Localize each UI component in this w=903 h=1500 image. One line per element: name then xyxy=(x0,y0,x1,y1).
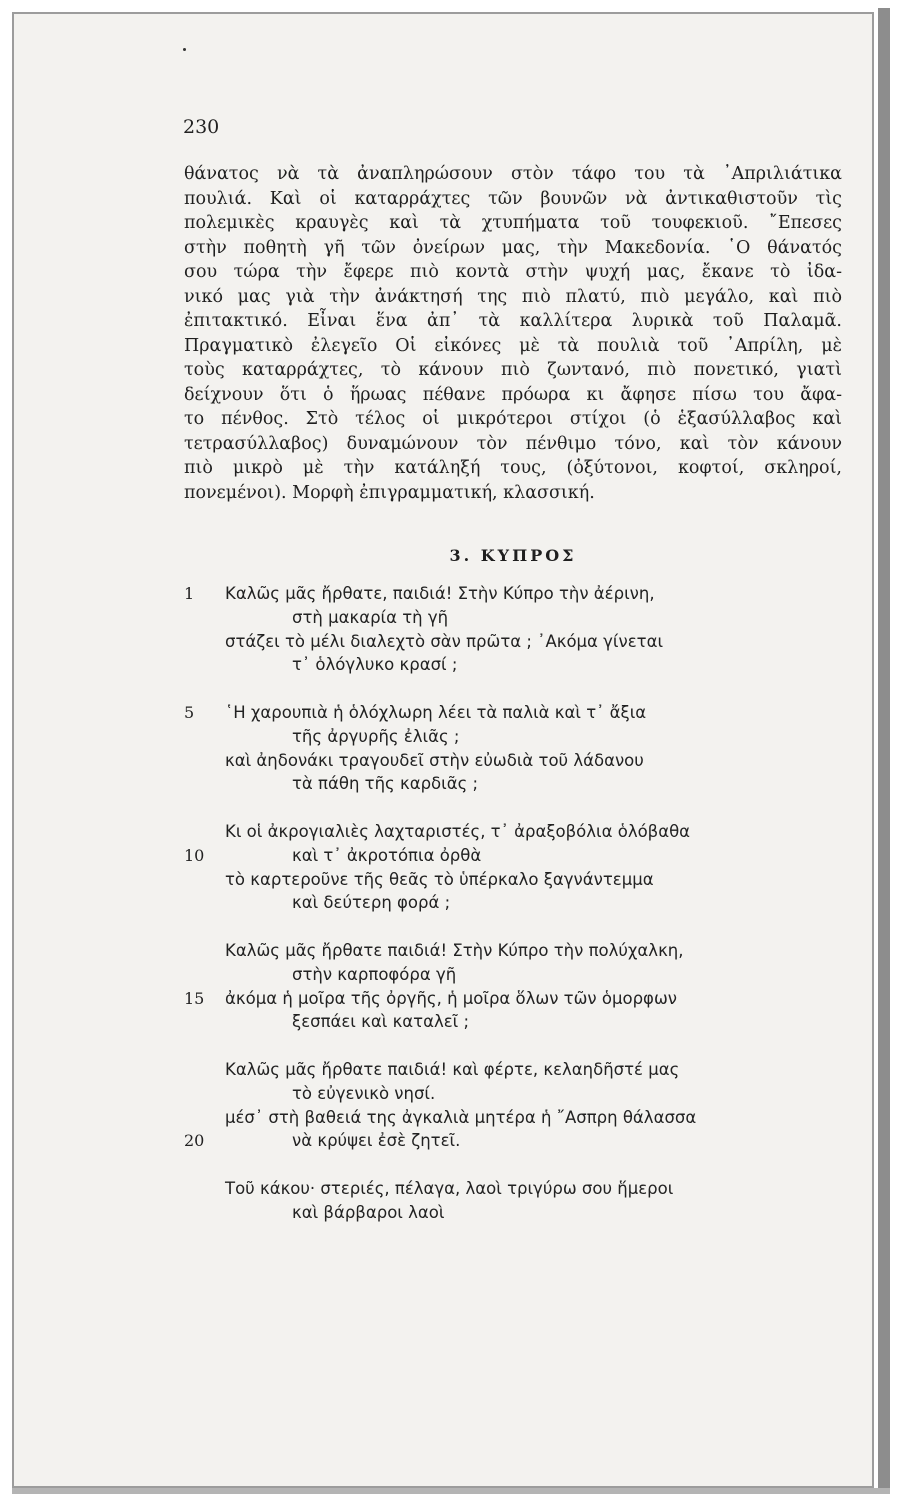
verse-text: καὶ ἀηδονάκι τραγουδεῖ στὴν εὐωδιὰ τοῦ λάδανου xyxy=(225,750,644,770)
poem-line xyxy=(184,701,842,725)
prose-line: σου τώρα τὴν ἔφερε πιὸ κοντὰ στὴν ψυχή μας, ἔκανε τὸ ἰδα- xyxy=(184,262,842,282)
stanza-break xyxy=(184,677,842,701)
verse-text: Καλῶς μᾶς ἤρθατε, παιδιά! Στὴν Κύπρο τὴν ἀέρινη, xyxy=(225,584,655,603)
poem-line xyxy=(184,1058,842,1082)
prose-line: νικό μας γιὰ τὴν ἀνάκτησή της πιὸ πλατύ, πιὸ μεγάλο, καὶ πιὸ xyxy=(184,286,842,307)
poem-line xyxy=(184,749,842,773)
verse-text: τ᾿ ὁλόγλυκο κρασί ; xyxy=(292,655,458,675)
verse-text: καὶ τ᾿ ἀκροτόπια ὀρθὰ xyxy=(292,845,482,865)
stanza-break xyxy=(184,796,842,820)
verse-text: τῆς ἀργυρῆς ἐλιᾶς ; xyxy=(292,726,460,746)
verse-text: καὶ δεύτερη φορά ; xyxy=(292,893,451,913)
verse-text: μέσ᾿ στὴ βαθειά της ἀγκαλιὰ μητέρα ἡ ῎Ασπρη θάλασσα xyxy=(225,1107,697,1127)
commentary-paragraph xyxy=(184,162,842,505)
section-heading: 3. ΚΥΠΡΟΣ xyxy=(449,546,577,565)
verse-text: στὴν καρποφόρα γῆ xyxy=(292,964,457,984)
prose-line: θάνατος νὰ τὰ ἀναπληρώσουν στὸν τάφο του τὰ ᾿Απριλιάτικα xyxy=(184,164,842,184)
poem-line xyxy=(184,725,842,749)
prose-line: τοὺς καταρράχτες, τὸ κάνουν πιὸ ζωντανό, πιὸ πονετικό, γιατὶ xyxy=(184,360,842,380)
poem-line xyxy=(184,1010,842,1034)
verse-text: Καλῶς μᾶς ἤρθατε παιδιά! καὶ φέρτε, κελαηδῆστέ μας xyxy=(225,1059,680,1079)
prose-line: το πένθος. Στὸ τέλος οἱ μικρότεροι στίχοι (ὁ ἑξασύλλαβος καὶ xyxy=(184,409,842,429)
prose-line: δείχνουν ὅτι ὁ ἥρωας πέθανε πρόωρα κι ἄφησε πίσω του ἄφα- xyxy=(184,384,842,405)
stanza-break xyxy=(184,1153,842,1177)
stanza-break xyxy=(184,915,842,939)
poem-line xyxy=(184,963,842,987)
poem-line xyxy=(184,987,842,1011)
verse-text: ξεσπάει καὶ καταλεῖ ; xyxy=(292,1012,470,1032)
prose-line: πιὸ μικρὸ μὲ τὴν κατάληξή τους, (ὀξύτονοι, κοφτοί, σκληροί, xyxy=(184,458,842,478)
page-number: 230 xyxy=(183,116,220,138)
line-number: 5 xyxy=(184,702,195,722)
prose-line: πολεμικὲς κραυγὲς καὶ τὰ χτυπήματα τοῦ τουφεκιοῦ. ῎Επεσες xyxy=(184,213,842,233)
poem-line xyxy=(184,653,842,677)
verse-text: στάζει τὸ μέλι διαλεχτὸ σὰν πρῶτα ; ᾿Ακόμα γίνεται xyxy=(225,631,664,651)
page-bottom-edge xyxy=(12,1488,890,1494)
verse-text: ῾Η χαρουπιὰ ἡ ὁλόχλωρη λέει τὰ παλιὰ καὶ τ᾿ ἄξια xyxy=(225,702,647,722)
prose-line: πουλιά. Καὶ οἱ καταρράχτες τῶν βουνῶν νὰ ἀντικαθιστοῦν τὶς xyxy=(184,188,842,209)
poem-line xyxy=(184,1201,842,1225)
poem-line xyxy=(184,820,842,844)
verse-text: νὰ κρύψει ἐσὲ ζητεῖ. xyxy=(292,1131,461,1151)
line-number: 10 xyxy=(184,845,205,865)
poem-line xyxy=(184,1106,842,1130)
poem-line xyxy=(184,939,842,963)
verse-text: τὰ πάθη τῆς καρδιᾶς ; xyxy=(292,774,479,794)
poem-line xyxy=(184,606,842,630)
verse-text: στὴ μακαρία τὴ γῆ xyxy=(292,607,449,627)
verse-text: Τοῦ κάκου· στεριές, πέλαγα, λαοὶ τριγύρω σου ἥμεροι xyxy=(225,1178,674,1198)
line-number: 1 xyxy=(184,584,195,603)
poem-line xyxy=(184,868,842,892)
page-edge-shadow xyxy=(878,8,890,1492)
poem-line xyxy=(184,844,842,868)
poem xyxy=(184,582,842,1225)
prose-line: τετρασύλλαβος) δυναμώνουν τὸν πένθιμο τόνο, καὶ τὸν κάνουν xyxy=(184,433,842,454)
stanza-break xyxy=(184,1034,842,1058)
poem-line xyxy=(184,772,842,796)
prose-line: στὴν ποθητὴ γῆ τῶν ὀνείρων μας, τὴν Μακεδονία. ῾Ο θάνατός xyxy=(184,237,842,258)
line-number: 20 xyxy=(184,1131,205,1151)
verse-text: Κι οἱ ἀκρογιαλιὲς λαχταριστές, τ᾿ ἀραξοβόλια ὁλόβαθα xyxy=(225,821,691,841)
verse-text: τὸ καρτεροῦνε τῆς θεᾶς τὸ ὑπέρκαλο ξαγνάντεμμα xyxy=(225,869,654,889)
prose-line: πονεμένοι). Μορφὴ ἐπιγραμματική, κλασσική. xyxy=(184,482,595,503)
poem-line xyxy=(184,1177,842,1201)
verse-text: καὶ βάρβαροι λαοὶ xyxy=(292,1202,445,1222)
verse-text: τὸ εὐγενικὸ νησί. xyxy=(292,1083,436,1103)
prose-line: Πραγματικὸ ἐλεγεῖο Οἱ εἰκόνες μὲ τὰ πουλιὰ τοῦ ᾿Απρίλη, μὲ xyxy=(184,335,842,356)
poem-line xyxy=(184,1082,842,1106)
poem-line xyxy=(184,630,842,654)
poem-line xyxy=(184,582,842,606)
poem-line xyxy=(184,891,842,915)
line-number: 15 xyxy=(184,988,205,1008)
poem-line xyxy=(184,1129,842,1153)
verse-text: ἀκόμα ἡ μοῖρα τῆς ὀργῆς, ἡ μοῖρα ὅλων τῶν ὁμορφων xyxy=(225,988,677,1008)
ink-dot xyxy=(183,48,186,51)
verse-text: Καλῶς μᾶς ἤρθατε παιδιά! Στὴν Κύπρο τὴν πολύχαλκη, xyxy=(225,940,684,960)
prose-line: ἐπιτακτικό. Εἶναι ἕνα ἀπ᾿ τὰ καλλίτερα λυρικὰ τοῦ Παλαμᾶ. xyxy=(184,311,842,331)
